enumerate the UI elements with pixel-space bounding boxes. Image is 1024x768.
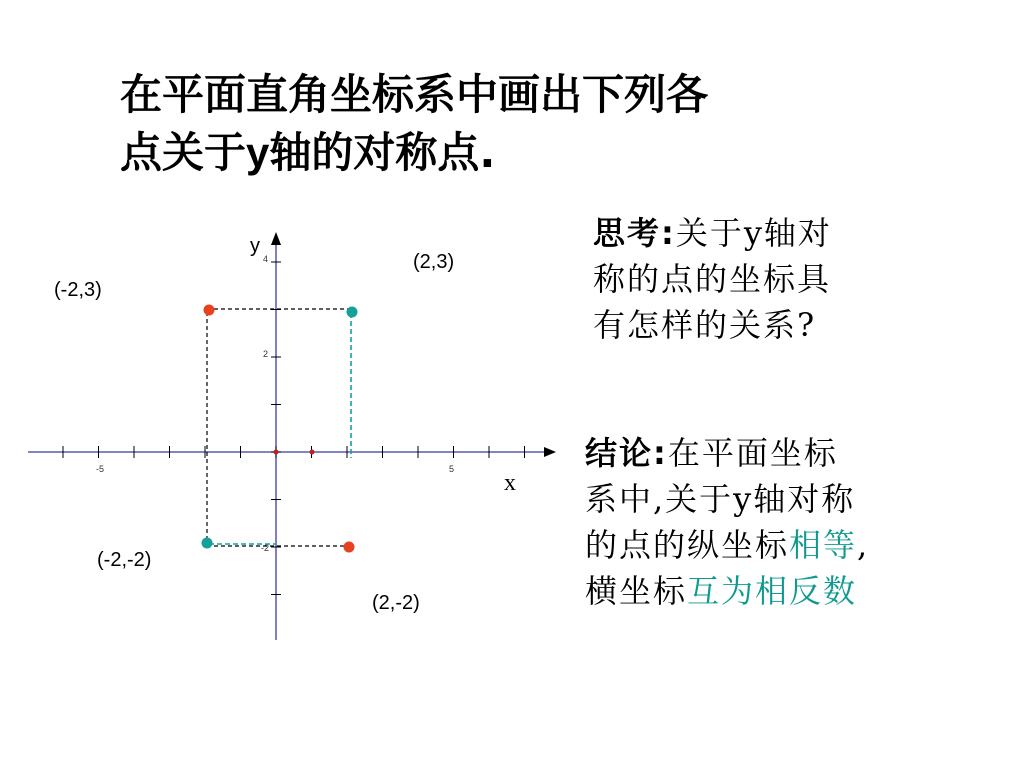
point-label-neg2-neg2: (-2,-2) [97,549,152,571]
x-axis-dot [310,450,315,455]
y-tick-label-2: 2 [263,349,269,359]
point-neg2-3 [204,305,215,316]
conclusion-text-3-post: , [857,526,870,564]
y-axis-label: y [250,235,260,257]
think-text-3: 有怎样的关系? [593,306,817,344]
point-label-2-3: (2,3) [413,251,455,273]
think-label: 思考 [593,214,662,252]
x-axis-arrow [544,447,556,457]
conclusion-highlight-equal: 相等 [789,526,858,564]
think-colon: : [661,214,676,252]
title-line-2-y: y [246,129,270,176]
conclusion-colon: : [653,434,668,472]
title-line-1: 在平面直角坐标系中画出下列各 [120,70,709,119]
point-label-neg2-3: (-2,3) [54,279,102,301]
origin-dot [274,450,279,455]
conclusion-highlight-opposite: 互为相反数 [687,572,858,610]
conclusion-text-2: 系中,关于y轴对称 [585,480,856,518]
conclusion-label: 结论 [585,434,654,472]
point-neg2-neg2 [202,538,213,549]
point-label-2-neg2: (2,-2) [372,592,420,614]
conclusion-text-3-pre: 的点的纵坐标 [585,526,790,564]
title-line-2-pre: 点关于 [120,128,247,177]
conclusion-text-4-pre: 横坐标 [585,572,688,610]
think-text-1: 关于y轴对 [675,214,832,252]
think-text-2: 称的点的坐标具 [593,260,832,298]
y-tick-label-neg2: -2 [261,543,270,553]
x-tick-label-neg5: -5 [96,464,105,474]
x-tick-label-5: 5 [449,464,455,474]
conclusion-text-1: 在平面坐标 [667,434,838,472]
think-block [593,210,832,348]
point-2-neg2 [344,542,355,553]
y-axis-arrow [271,232,281,245]
point-2-3 [347,307,358,318]
title-line-2-post: 轴的对称点. [269,128,496,177]
x-axis-label: x [504,470,516,496]
y-tick-label-4: 4 [263,254,269,264]
conclusion-block [585,430,869,614]
